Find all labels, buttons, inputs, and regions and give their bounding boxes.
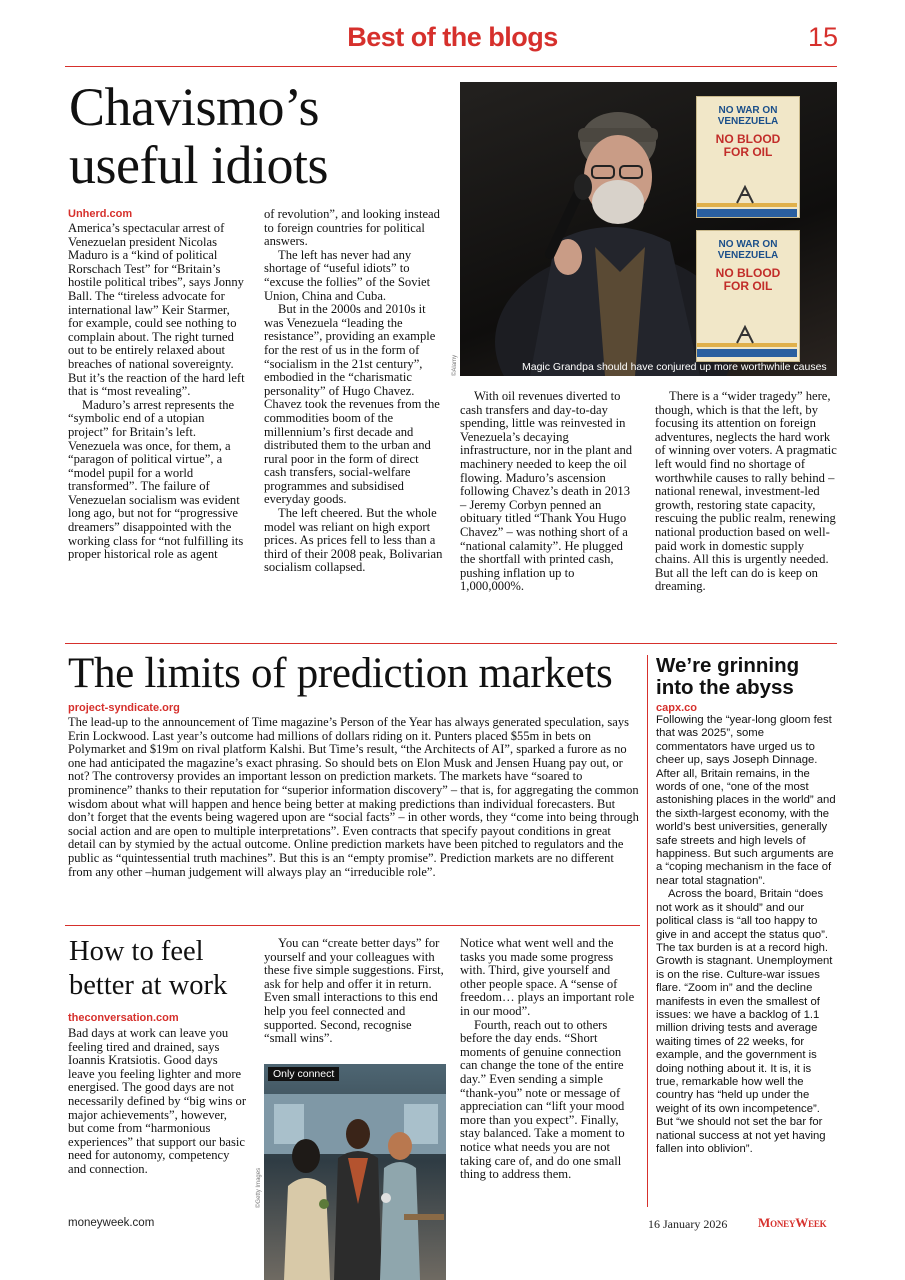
article3-source: theconversation.com [68, 1012, 179, 1024]
article3-col1 [68, 1027, 246, 1177]
article3-photo [264, 1064, 446, 1280]
article1-col2-para: But in the 2000s and 2010s it was Venezuela “leading the resistance”, providing an example for the rest of us in the form of “socialism in the 21st century”, embodied in the “charismatic personality” of Hugo Chavez. Chavez took the revenues from the commodities boom of the millennium’s first decade and distributed them to the urban and rural poor in the form of direct cash transfers, social-welfare programmes and subsidised everyday goods. [264, 302, 440, 507]
article1-col2 [264, 208, 444, 575]
footer-date: 16 January 2026 [648, 1217, 728, 1231]
article1-col2-para: The left has never had any shortage of “useful idiots” to “excuse the follies” of the Soviet Union, China and Cuba. [264, 247, 431, 303]
oil-derrick-icon [697, 321, 797, 357]
article1-col1 [68, 222, 246, 562]
sign-text-no-blood: NO BLOOD FOR OIL [715, 266, 781, 293]
article1-col4-para: There is a “wider tragedy” here, though, which is that the left, by focusing its attention on foreign adventures, neglects the hard work of winning over voters. A pragmatic left would find no shortage of worthwhile causes to rally behind –national renewal, investment-led growth, restoring state capacity, rescuing the public realm, renewing national production based on well-paid work in domestic supply chains. All this is urgently needed. But all the left can do is keep on dreaming. [655, 389, 837, 594]
protest-sign-bottom [696, 230, 800, 362]
article1-source: Unherd.com [68, 208, 133, 220]
article3-col3-para: Fourth, reach out to others before the day ends. “Short moments of genuine connection can change the tone of the entire day.” Even sending a simple “thank-you” note or message of appreciation can “lift your mood more than you expect”. Finally, stay balanced. Take a moment to notice what needs you are not taking care of, and do one small thing to address them. [460, 1017, 625, 1182]
article3-col1-para: Bad days at work can leave you feeling tired and drained, says Ioannis Kratsiotis. Good days leave you feeling lighter and more energised. The good days are not necessarily defined by “big wins or major achievements”, however, but come from “harmonious experiences” that support our basic need for autonomy, competency and connection. [68, 1026, 247, 1176]
protest-sign-top [696, 96, 800, 218]
article2-headline: The limits of prediction markets [68, 650, 613, 697]
sidebar-divider [647, 655, 648, 1207]
article2-source: project-syndicate.org [68, 702, 180, 714]
article1-col2-para: The left cheered. But the whole model was reliant on high export prices. As prices fell to less than a third of their 2008 peak, Bolivarian socialism collapsed. [264, 506, 443, 575]
article1-col1-para: America’s spectacular arrest of Venezuelan president Nicolas Maduro is a “kind of political Rorschach Test” for “Britain’s hostile political tribes”, says Jonny Ball. The “tireless advocate for international law” Keir Starmer, for example, could see nothing to complain about. The right turned out to be entirely relaxed about breaches of national sovereignty. But it’s the reaction of the hard left that is “most revealing”. [68, 221, 245, 399]
article4-body [656, 714, 836, 1156]
article1-divider [65, 643, 837, 644]
article1-photo [460, 82, 837, 376]
footer-brand-logo: MoneyWeek [758, 1215, 827, 1230]
article1-col3-para: With oil revenues diverted to cash transfers and day-to-day spending, little was reinvested in Venezuela’s decaying infrastructure, nor in the plant and machinery needed to keep the oil flowing. Maduro’s ascension following Chavez’s death in 2013 – Jeremy Corbyn penned an obituary titled “Thank You Hugo Chavez” – was nothing short of a “national calamity”. He plugged the shortfall with printed cash, pushing inflation up to 1,000,000%. [460, 389, 633, 594]
article3-photo-label: Only connect [268, 1067, 339, 1081]
article4-source: capx.co [656, 702, 697, 714]
article3-col2 [264, 937, 446, 1046]
oil-derrick-icon [697, 181, 797, 217]
article2-para: The lead-up to the announcement of Time magazine’s Person of the Year has always generated speculation, says Erin Lockwood. Last year’s outcome had millions of dollars riding on it. Punters placed $55m in bets on Polymarket and $19m on rival platform Kalshi. But Time’s result, “the Architects of AI”, sparked a furore as no one had anticipated the magazine’s exact phrasing. So should bets on Elon Musk and Jensen Huang pay out, or not? The controversy provides an important lesson on prediction markets. The markets have “soared to prominence” thanks to their reputation for “superior information discovery” – that is, for aggregating the common wisdom about what will happen and hence being better at making predictions than individual forecasters. But don’t forget that the events being wagered upon are “social facts” – in other words, they “come into being through social action and are open to multiple interpretations”. Even contracts that specify payout conditions in great detail can by stymied by the actual outcome. Online prediction markets have been pitched to regulators and the public as “quintessential truth machines”. But this is an “empty promise”. Prediction markets are no different from any other –human judgement will always play an “irreducible role”. [68, 715, 639, 879]
article1-photo-credit: ©Alamy [452, 354, 458, 376]
footer-website: moneyweek.com [68, 1217, 155, 1229]
article1-headline: Chavismo’s useful idiots [69, 77, 328, 195]
article2-body [68, 716, 641, 879]
article3-photo-credit: ©Getty Images [256, 1167, 262, 1208]
coworkers-illustration [264, 1064, 446, 1280]
article1-photo-caption: Magic Grandpa should have conjured up more worthwhile causes [522, 361, 827, 373]
article4-headline: We’re grinning into the abyss [656, 654, 800, 699]
article3-col3-para: Notice what went well and the tasks you made some progress with. Third, give yourself and other people space. A “sense of freedom… plays an important role in our mood”. [460, 936, 635, 1018]
header-divider [65, 66, 837, 67]
sign-text-no-blood: NO BLOOD FOR OIL [715, 132, 781, 159]
article3-col3 [460, 937, 636, 1182]
article1-col3 [460, 390, 634, 594]
article2-divider [65, 925, 640, 926]
article3-headline: How to feel better at work [69, 936, 228, 1001]
section-title: Best of the blogs [347, 22, 558, 52]
article4-para: Across the board, Britain “does not work as it should” and our political class is “all too happy to give in and accept the status quo”. The tax burden is at a record high. Growth is stagnant. Unemployment is on the rise. Culture-war issues flare. “Zoom in” and the decline manifests in even the smallest of issues: we have a backlog of 1.1 million driving tests and average waiting times of 22 weeks, for example, and the government is doing nothing about it. It is, it is true, remarkable how well the country has “held up under the weight of its own incompetence”. But “we should not set the bar for national success at not yet having fallen into oblivion”. [656, 888, 833, 1155]
page-number: 15 [807, 22, 838, 52]
sign-text-no-war: NO WAR ON VENEZUELA [717, 239, 779, 261]
sign-text-no-war: NO WAR ON VENEZUELA [717, 105, 779, 127]
article1-col2-para: of revolution”, and looking instead to foreign countries for political answers. [264, 207, 440, 249]
article1-col4 [655, 390, 837, 594]
article1-col1-para: Maduro’s arrest represents the “symbolic end of a utopian project” for Britain’s left. Venezuela was once, for them, a “paragon of political virtue”, a “model pupil for a world transformed”. The failure of Venezuelan socialism was evident long ago, but not for “progressive dreamers” disappointed with the working class for “not fulfilling its proper historical role as agent [68, 397, 244, 562]
article3-col2-para: You can “create better days” for yourself and your colleagues with these five simple suggestions. First, ask for help and offer it in return. Even small interactions to this end help you feel connected and supported. Second, recognise “small wins”. [264, 936, 444, 1046]
article4-para: Following the “year-long gloom fest that was 2025”, some commentators have urged us to cheer up, says Joseph Dinnage. After all, Britain remains, in the words of one, “one of the most astonishing places in the world” and the sixth-largest economy, with the world’s best universities, generally safe streets and high levels of happiness. But such arguments are a “coping mechanism in the face of near total stagnation”. [656, 714, 836, 887]
